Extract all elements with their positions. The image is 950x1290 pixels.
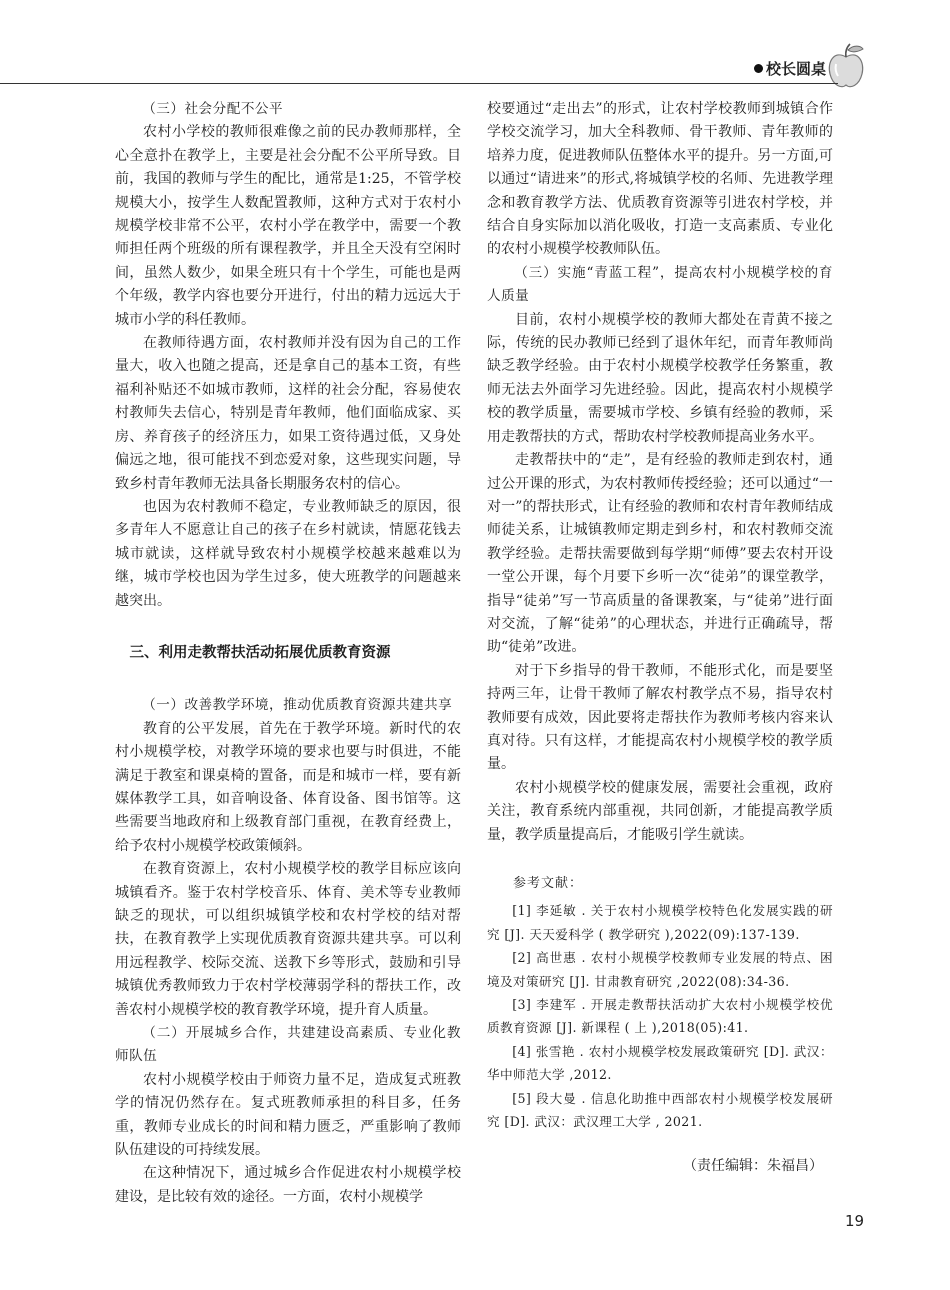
paragraph: 农村小规模学校的健康发展，需要社会重视，政府关注，教育系统内部重视，共同创新，才能提高教学质量，教学质量提高后，才能吸引学生就读。 bbox=[487, 779, 833, 843]
paragraph: 在教师待遇方面，农村教师并没有因为自己的工作量大，收入也随之提高，还是拿自己的基本工资，有些福利补贴还不如城市教师，这样的社会分配，容易使农村教师失去信心，特别是青年教师，他们面临成家、买房、养育孩子的经济压力，如果工资待遇过低，又身处偏远之地，很可能找不到恋爱对象，这些现实问题，导致乡村青年教师无法具备长期服务农村的信心。 bbox=[115, 335, 461, 492]
section-title: 三、利用走教帮扶活动拓展优质教育资源 bbox=[129, 644, 391, 661]
paragraph-continued: 校要通过“走出去”的形式，让农村学校教师到城镇合作学校交流学习，加大全科教师、骨干教师、青年教师的培养力度，促进教师队伍整体水平的提升。另一方面,可以通过“请进来”的形式,将城镇学校的名师、先进教学理念和教育教学方法、优质教育资源等引进农村学校，并结合自身实际加以消化吸收，打造一支高素质、专业化的农村小规模学校教师队伍。 bbox=[487, 101, 833, 258]
paragraph: 走教帮扶中的“走”，是有经验的教师走到农村，通过公开课的形式，为农村教师传授经验；还可以通过“一对一”的帮扶形式，让有经验的教师和农村青年教师结成师徒关系，让城镇教师定期走到乡村，和农村教师交流教学经验。走帮扶需要做到每学期“师傅”要去农村开设一堂公开课，每个月要下乡听一次“徒弟”的课堂教学，指导“徒弟”写一节高质量的备课教案，与“徒弟”进行面对交流，了解“徒弟”的心理状态，并进行正确疏导，帮助“徒弟”改进。 bbox=[487, 452, 833, 656]
subsection-title: （三）社会分配不公平 bbox=[142, 101, 284, 117]
paragraph: 也因为农村教师不稳定，专业教师缺乏的原因，很多青年人不愿意让自己的孩子在乡村就读，情愿花钱去城市就读，这样就导致农村小规模学校越来越难以为继，城市学校也因为学生过多，使大班教学的问题越来越突出。 bbox=[115, 498, 461, 609]
reference-item: [3] 李建军 . 开展走教帮扶活动扩大农村小规模学校优质教育资源 [J]. 新课程 ( 上 ),2018(05):41. bbox=[487, 997, 833, 1036]
paragraph: 在这种情况下，通过城乡合作促进农村小规模学校建设，是比较有效的途径。一方面，农村小规模学 bbox=[115, 1165, 461, 1205]
editor-credit: （责任编辑：朱福昌） bbox=[683, 1158, 823, 1175]
subsection-title: （三）实施“青蓝工程”，提高农村小规模学校的育人质量 bbox=[487, 264, 833, 305]
references-title: 参考文献： bbox=[513, 876, 584, 891]
reference-item: [4] 张雪艳 . 农村小规模学校发展政策研究 [D]. 武汉：华中师范大学 ,2012. bbox=[487, 1043, 833, 1083]
section-label bbox=[754, 58, 826, 79]
paragraph: 农村小规模学校由于师资力量不足，造成复式班教学的情况仍然存在。复式班教师承担的科目多，任务重，教师专业成长的时间和精力匮乏，严重影响了教师队伍建设的可持续发展。 bbox=[115, 1071, 461, 1159]
reference-item: [2] 高世惠 . 农村小规模学校教师专业发展的特点、困境及对策研究 [J]. 甘肃教育研究 ,2022(08):34-36. bbox=[487, 950, 833, 989]
reference-item: [5] 段大曼 . 信息化助推中西部农村小规模学校发展研究 [D]. 武汉：武汉理工大学 , 2021. bbox=[487, 1090, 833, 1130]
paragraph: 对于下乡指导的骨干教师，不能形式化，而是要坚持两三年，让骨干教师了解农村教学点不易，指导农村教师要有成效，因此要将走帮扶作为教师考核内容来认真对待。只有这样，才能提高农村小规模学校的教学质量。 bbox=[487, 662, 833, 773]
subsection-title: （二）开展城乡合作，共建建设高素质、专业化教师队伍 bbox=[115, 1025, 461, 1065]
paragraph: 目前，农村小规模学校的教师大都处在青黄不接之际，传统的民办教师已经到了退休年纪，而青年教师尚缺乏教学经验。由于农村小规模学校教学任务繁重，教师无法去外面学习先进经验。因此，提高农村小规模学校的教学质量，需要城市学校、乡镇有经验的教师，采用走教帮扶的方式，帮助农村学校教师提高业务水平。 bbox=[487, 311, 833, 445]
paragraph: 在教育资源上，农村小规模学校的教学目标应该向城镇看齐。鉴于农村学校音乐、体育、美术等专业教师缺乏的现状，可以组织城镇学校和农村学校的结对帮扶，在教育教学上实现优质教育资源共建共享。可以利用远程教学、校际交流、送教下乡等形式，鼓励和引导城镇优秀教师致力于农村学校薄弱学科的帮扶工作，改善农村小规模学校的教育教学环境，提升育人质量。 bbox=[115, 861, 461, 1018]
right-column bbox=[487, 98, 833, 1179]
paragraph: 农村小学校的教师很难像之前的民办教师那样，全心全意扑在教学上，主要是社会分配不公平所导致。目前，我国的教师与学生的配比，通常是1:25，不管学校规模大小，按学生人数配置教师，这种方式对于农村小规模学校非常不公平，农村小学在教学中，需要一个教师担任两个班级的所有课程教学，并且全天没有空闲时间，虽然人数少，如果全班只有十个学生，可能也是两个年级，教学内容也要分开进行，付出的精力远远大于城市小学的科任教师。 bbox=[115, 124, 461, 328]
bullet-icon bbox=[754, 64, 763, 73]
left-column bbox=[115, 98, 461, 1209]
section-label-text: 校长圆桌 bbox=[766, 60, 827, 78]
page-number: 19 bbox=[845, 1212, 865, 1230]
subsection-title: （一）改善教学环境，推动优质教育资源共建共享 bbox=[142, 697, 453, 714]
header-rule bbox=[0, 83, 838, 84]
paragraph: 教育的公平发展，首先在于教学环境。新时代的农村小规模学校，对教学环境的要求也要与时俱进，不能满足于教室和课桌椅的置备，而是和城市一样，要有新媒体教学工具，如音响设备、体育设备、图书馆等。这些需要当地政府和上级教育部门重视，在教育经费上，给予农村小规模学校政策倾斜。 bbox=[115, 720, 461, 854]
reference-item: [1] 李延敏 . 关于农村小规模学校特色化发展实践的研究 [J]. 天天爱科学 ( 教学研究 ),2022(09):137-139. bbox=[487, 903, 833, 942]
